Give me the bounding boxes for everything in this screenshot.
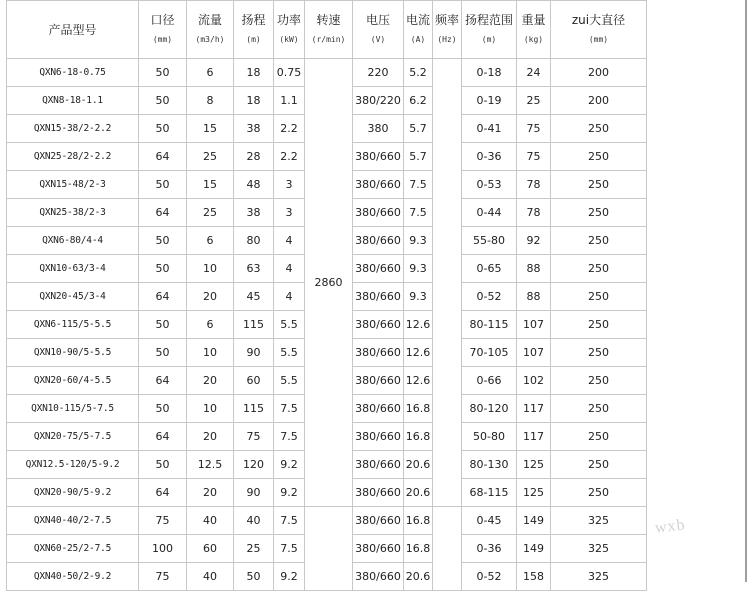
cell-voltage: 380/660 — [353, 255, 404, 283]
cell-range: 0-18 — [462, 59, 517, 87]
cell-head: 45 — [234, 283, 274, 311]
cell-caliber: 50 — [139, 395, 187, 423]
cell-diameter: 250 — [551, 423, 647, 451]
header-label: 电压 — [365, 12, 390, 27]
cell-diameter: 325 — [551, 507, 647, 535]
cell-model: QXN40-50/2-9.2 — [7, 563, 139, 591]
cell-diameter: 250 — [551, 479, 647, 507]
cell-power: 4 — [274, 283, 305, 311]
cell-current: 12.6 — [404, 311, 433, 339]
cell-power: 5.5 — [274, 367, 305, 395]
header-cell — [353, 1, 404, 59]
cell-weight: 24 — [517, 59, 551, 87]
header-unit: (kg) — [523, 34, 544, 44]
cell-power: 3 — [274, 171, 305, 199]
cell-flow: 20 — [187, 367, 234, 395]
cell-voltage: 380 — [353, 115, 404, 143]
cell-flow: 6 — [187, 59, 234, 87]
cell-range: 0-66 — [462, 367, 517, 395]
header-label: 口径 — [150, 12, 175, 27]
cell-weight: 125 — [517, 479, 551, 507]
header-label: 产品型号 — [48, 22, 97, 37]
header-cell — [433, 1, 462, 59]
cell-voltage: 380/660 — [353, 311, 404, 339]
pump-spec-table — [6, 0, 647, 591]
cell-voltage: 380/660 — [353, 563, 404, 591]
cell-diameter: 250 — [551, 171, 647, 199]
header-cell — [139, 1, 187, 59]
cell-current: 9.3 — [404, 227, 433, 255]
cell-flow: 6 — [187, 311, 234, 339]
cell-power: 7.5 — [274, 507, 305, 535]
cell-head: 115 — [234, 395, 274, 423]
header-cell — [187, 1, 234, 59]
cell-model: QXN12.5-120/5-9.2 — [7, 451, 139, 479]
table-row — [7, 507, 647, 535]
cell-caliber: 64 — [139, 367, 187, 395]
cell-diameter: 250 — [551, 143, 647, 171]
cell-head: 38 — [234, 115, 274, 143]
cell-head: 18 — [234, 87, 274, 115]
cell-weight: 158 — [517, 563, 551, 591]
cell-caliber: 50 — [139, 451, 187, 479]
cell-weight: 125 — [517, 451, 551, 479]
cell-power: 7.5 — [274, 395, 305, 423]
header-unit: (mm) — [588, 34, 609, 44]
cell-weight: 78 — [517, 171, 551, 199]
cell-head: 28 — [234, 143, 274, 171]
cell-caliber: 64 — [139, 423, 187, 451]
cell-head: 60 — [234, 367, 274, 395]
cell-flow: 12.5 — [187, 451, 234, 479]
cell-frequency-blank — [433, 507, 462, 591]
cell-power: 5.5 — [274, 339, 305, 367]
cell-voltage: 220 — [353, 59, 404, 87]
cell-caliber: 64 — [139, 479, 187, 507]
cell-diameter: 325 — [551, 563, 647, 591]
cell-power: 9.2 — [274, 451, 305, 479]
cell-head: 75 — [234, 423, 274, 451]
cell-range: 70-105 — [462, 339, 517, 367]
header-unit: (mm) — [152, 34, 173, 44]
header-unit: (A) — [410, 34, 426, 44]
cell-range: 0-52 — [462, 563, 517, 591]
table-body — [7, 59, 647, 591]
cell-voltage: 380/660 — [353, 367, 404, 395]
cell-model: QXN6-18-0.75 — [7, 59, 139, 87]
cell-range: 0-36 — [462, 535, 517, 563]
cell-model: QXN15-48/2-3 — [7, 171, 139, 199]
cell-head: 18 — [234, 59, 274, 87]
cell-head: 63 — [234, 255, 274, 283]
page-right-border — [745, 0, 747, 582]
cell-flow: 20 — [187, 479, 234, 507]
cell-flow: 40 — [187, 507, 234, 535]
cell-caliber: 64 — [139, 199, 187, 227]
header-cell — [305, 1, 353, 59]
cell-model: QXN15-38/2-2.2 — [7, 115, 139, 143]
cell-range: 68-115 — [462, 479, 517, 507]
cell-current: 16.8 — [404, 535, 433, 563]
cell-diameter: 250 — [551, 367, 647, 395]
cell-weight: 107 — [517, 311, 551, 339]
cell-voltage: 380/660 — [353, 143, 404, 171]
cell-model: QXN25-38/2-3 — [7, 199, 139, 227]
cell-flow: 6 — [187, 227, 234, 255]
cell-diameter: 200 — [551, 59, 647, 87]
cell-model: QXN20-60/4-5.5 — [7, 367, 139, 395]
cell-caliber: 75 — [139, 507, 187, 535]
cell-caliber: 50 — [139, 171, 187, 199]
cell-weight: 117 — [517, 423, 551, 451]
cell-caliber: 50 — [139, 87, 187, 115]
cell-flow: 15 — [187, 115, 234, 143]
header-cell — [274, 1, 305, 59]
cell-diameter: 250 — [551, 311, 647, 339]
cell-power: 4 — [274, 227, 305, 255]
cell-caliber: 50 — [139, 227, 187, 255]
cell-caliber: 50 — [139, 311, 187, 339]
cell-head: 90 — [234, 339, 274, 367]
cell-range: 0-53 — [462, 171, 517, 199]
cell-caliber: 100 — [139, 535, 187, 563]
cell-voltage: 380/660 — [353, 283, 404, 311]
cell-weight: 88 — [517, 283, 551, 311]
header-unit: (m) — [246, 34, 261, 44]
header-row — [7, 1, 647, 59]
cell-current: 9.3 — [404, 255, 433, 283]
header-unit: (m3/h) — [195, 34, 225, 44]
cell-diameter: 250 — [551, 199, 647, 227]
cell-current: 16.8 — [404, 507, 433, 535]
header-label: 流量 — [197, 12, 222, 27]
cell-model: QXN25-28/2-2.2 — [7, 143, 139, 171]
header-cell — [234, 1, 274, 59]
cell-power: 7.5 — [274, 423, 305, 451]
cell-flow: 15 — [187, 171, 234, 199]
header-cell — [7, 1, 139, 59]
cell-weight: 149 — [517, 535, 551, 563]
cell-speed: 2860 — [305, 59, 353, 507]
cell-range: 0-52 — [462, 283, 517, 311]
cell-current: 7.5 — [404, 171, 433, 199]
header-cell — [517, 1, 551, 59]
cell-caliber: 50 — [139, 255, 187, 283]
cell-power: 5.5 — [274, 311, 305, 339]
cell-voltage: 380/660 — [353, 479, 404, 507]
cell-power: 9.2 — [274, 479, 305, 507]
cell-flow: 25 — [187, 143, 234, 171]
cell-power: 2.2 — [274, 115, 305, 143]
cell-flow: 10 — [187, 395, 234, 423]
cell-range: 0-41 — [462, 115, 517, 143]
header-cell — [551, 1, 647, 59]
cell-head: 50 — [234, 563, 274, 591]
cell-range: 50-80 — [462, 423, 517, 451]
cell-weight: 107 — [517, 339, 551, 367]
cell-current: 9.3 — [404, 283, 433, 311]
cell-flow: 8 — [187, 87, 234, 115]
cell-weight: 149 — [517, 507, 551, 535]
cell-frequency-blank — [433, 59, 462, 507]
cell-head: 25 — [234, 535, 274, 563]
cell-caliber: 64 — [139, 143, 187, 171]
cell-caliber: 50 — [139, 59, 187, 87]
cell-head: 120 — [234, 451, 274, 479]
cell-speed-blank — [305, 507, 353, 591]
cell-range: 0-19 — [462, 87, 517, 115]
header-label: 电流 — [405, 12, 430, 27]
cell-model: QXN6-115/5-5.5 — [7, 311, 139, 339]
cell-voltage: 380/660 — [353, 339, 404, 367]
cell-flow: 10 — [187, 339, 234, 367]
cell-weight: 88 — [517, 255, 551, 283]
cell-power: 4 — [274, 255, 305, 283]
cell-weight: 25 — [517, 87, 551, 115]
cell-head: 115 — [234, 311, 274, 339]
cell-flow: 20 — [187, 423, 234, 451]
cell-power: 9.2 — [274, 563, 305, 591]
header-label: 扬程范围 — [464, 12, 513, 27]
cell-voltage: 380/660 — [353, 395, 404, 423]
cell-model: QXN20-75/5-7.5 — [7, 423, 139, 451]
cell-flow: 60 — [187, 535, 234, 563]
cell-current: 20.6 — [404, 479, 433, 507]
header-label: 扬程 — [241, 12, 266, 27]
cell-voltage: 380/660 — [353, 199, 404, 227]
header-unit: (r/min) — [311, 34, 346, 44]
header-label: 功率 — [276, 12, 301, 27]
cell-voltage: 380/220 — [353, 87, 404, 115]
cell-model: QXN20-45/3-4 — [7, 283, 139, 311]
cell-caliber: 50 — [139, 115, 187, 143]
cell-flow: 40 — [187, 563, 234, 591]
cell-weight: 75 — [517, 143, 551, 171]
cell-current: 6.2 — [404, 87, 433, 115]
cell-diameter: 250 — [551, 255, 647, 283]
cell-flow: 25 — [187, 199, 234, 227]
cell-range: 80-120 — [462, 395, 517, 423]
cell-current: 12.6 — [404, 339, 433, 367]
cell-model: QXN40-40/2-7.5 — [7, 507, 139, 535]
header-label: zui大直径 — [571, 12, 626, 27]
header-cell — [462, 1, 517, 59]
header-unit: (kW) — [279, 34, 299, 44]
cell-model: QXN60-25/2-7.5 — [7, 535, 139, 563]
cell-head: 40 — [234, 507, 274, 535]
cell-range: 55-80 — [462, 227, 517, 255]
cell-current: 16.8 — [404, 395, 433, 423]
cell-diameter: 250 — [551, 339, 647, 367]
cell-diameter: 250 — [551, 283, 647, 311]
cell-weight: 92 — [517, 227, 551, 255]
header-label: 重量 — [521, 12, 546, 27]
cell-current: 16.8 — [404, 423, 433, 451]
cell-model: QXN10-63/3-4 — [7, 255, 139, 283]
cell-weight: 75 — [517, 115, 551, 143]
cell-voltage: 380/660 — [353, 451, 404, 479]
cell-head: 48 — [234, 171, 274, 199]
cell-range: 80-130 — [462, 451, 517, 479]
cell-diameter: 250 — [551, 451, 647, 479]
cell-head: 80 — [234, 227, 274, 255]
cell-head: 90 — [234, 479, 274, 507]
cell-range: 0-45 — [462, 507, 517, 535]
cell-voltage: 380/660 — [353, 171, 404, 199]
cell-power: 1.1 — [274, 87, 305, 115]
table-row — [7, 59, 647, 87]
cell-voltage: 380/660 — [353, 507, 404, 535]
header-unit: (V) — [370, 34, 386, 44]
cell-current: 7.5 — [404, 199, 433, 227]
cell-caliber: 75 — [139, 563, 187, 591]
cell-range: 0-36 — [462, 143, 517, 171]
cell-flow: 20 — [187, 283, 234, 311]
cell-power: 7.5 — [274, 535, 305, 563]
header-unit: (m) — [481, 34, 497, 44]
cell-current: 20.6 — [404, 451, 433, 479]
cell-voltage: 380/660 — [353, 423, 404, 451]
cell-head: 38 — [234, 199, 274, 227]
cell-power: 0.75 — [274, 59, 305, 87]
cell-diameter: 250 — [551, 115, 647, 143]
cell-power: 2.2 — [274, 143, 305, 171]
cell-diameter: 250 — [551, 227, 647, 255]
watermark: wxb — [654, 516, 687, 537]
cell-model: QXN10-115/5-7.5 — [7, 395, 139, 423]
cell-power: 3 — [274, 199, 305, 227]
cell-current: 5.2 — [404, 59, 433, 87]
cell-current: 5.7 — [404, 115, 433, 143]
cell-current: 20.6 — [404, 563, 433, 591]
header-unit: (Hz) — [437, 34, 457, 44]
cell-diameter: 200 — [551, 87, 647, 115]
cell-model: QXN8-18-1.1 — [7, 87, 139, 115]
cell-range: 80-115 — [462, 311, 517, 339]
header-label: 转速 — [316, 12, 341, 27]
cell-diameter: 325 — [551, 535, 647, 563]
cell-model: QXN6-80/4-4 — [7, 227, 139, 255]
cell-caliber: 50 — [139, 339, 187, 367]
cell-voltage: 380/660 — [353, 227, 404, 255]
cell-diameter: 250 — [551, 395, 647, 423]
cell-caliber: 64 — [139, 283, 187, 311]
spec-table-container — [6, 0, 647, 591]
cell-weight: 78 — [517, 199, 551, 227]
header-label: 频率 — [434, 12, 459, 27]
cell-weight: 117 — [517, 395, 551, 423]
cell-flow: 10 — [187, 255, 234, 283]
cell-range: 0-44 — [462, 199, 517, 227]
cell-current: 12.6 — [404, 367, 433, 395]
cell-weight: 102 — [517, 367, 551, 395]
cell-voltage: 380/660 — [353, 535, 404, 563]
cell-current: 5.7 — [404, 143, 433, 171]
cell-model: QXN10-90/5-5.5 — [7, 339, 139, 367]
cell-model: QXN20-90/5-9.2 — [7, 479, 139, 507]
cell-range: 0-65 — [462, 255, 517, 283]
header-cell — [404, 1, 433, 59]
